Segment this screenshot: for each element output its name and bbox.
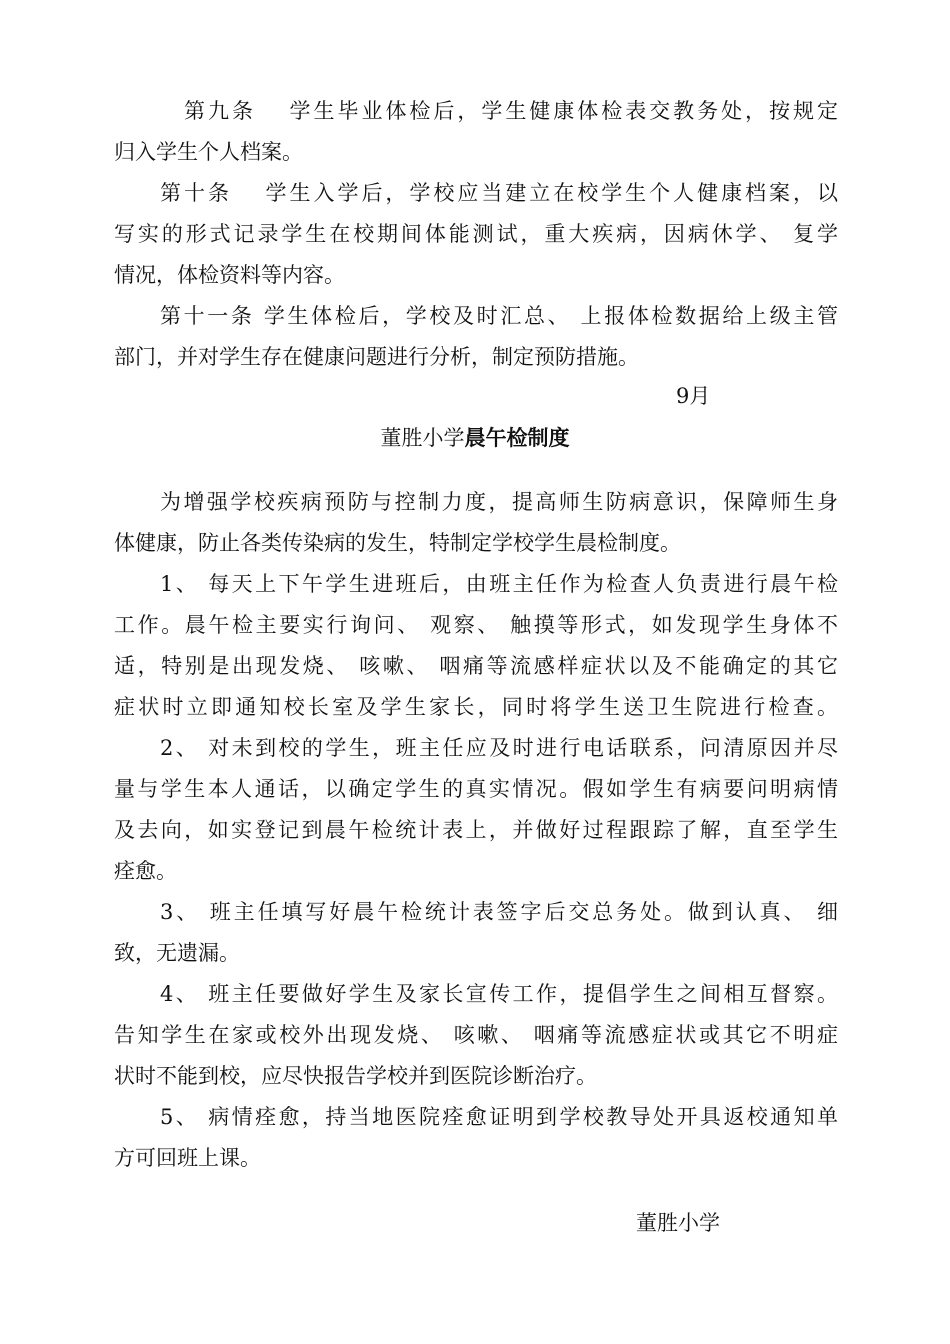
item-5-line-2: 方可回班上课。 [114,1146,261,1170]
title-system-name: 晨午检制度 [464,425,570,450]
signature: 董胜小学 [636,1211,720,1235]
article-10-line-2: 写实的形式记录学生在校期间体能测试，重大疾病，因病休学、 复学 [114,222,838,246]
item-2-line-3: 及去向，如实登记到晨午检统计表上，并做好过程跟踪了解，直至学生 [114,818,838,842]
item-3-line-1: 3、 班主任填写好晨午检统计表签字后交总务处。做到认真、 细 [160,900,838,924]
article-10-line-1: 第十条 学生入学后，学校应当建立在校学生个人健康档案，以 [160,181,838,205]
item-1-line-3: 适，特别是出现发烧、 咳嗽、 咽痛等流感样症状以及不能确定的其它 [114,654,838,678]
title-school-name: 董胜小学 [380,426,465,450]
intro-line-1: 为增强学校疾病预防与控制力度，提高师生防病意识，保障师生身 [160,490,838,514]
item-4-line-1: 4、 班主任要做好学生及家长宣传工作，提倡学生之间相互督察。 [160,982,838,1006]
item-3-line-2: 致，无遗漏。 [114,941,240,965]
article-9-line-2: 归入学生个人档案。 [114,140,303,164]
article-11-line-2: 部门，并对学生存在健康问题进行分析，制定预防措施。 [114,345,639,369]
item-2-line-1: 2、 对未到校的学生，班主任应及时进行电话联系，问清原因并尽 [160,736,838,760]
item-2-line-4: 痊愈。 [114,859,177,883]
article-9-line-1: 第九条 学生毕业体检后，学生健康体检表交教务处，按规定 [184,99,838,123]
item-1-line-1: 1、 每天上下午学生进班后，由班主任作为检查人负责进行晨午检 [160,572,838,596]
item-4-line-3: 状时不能到校，应尽快报告学校并到医院诊断治疗。 [114,1064,597,1088]
document-title [0,417,950,459]
article-11-line-1: 第十一条 学生体检后，学校及时汇总、 上报体检数据给上级主管 [160,304,838,328]
article-10-line-3: 情况，体检资料等内容。 [114,263,345,287]
item-5-line-1: 5、 病情痊愈，持当地医院痊愈证明到学校教导处开具返校通知单 [160,1105,838,1129]
item-1-line-4: 症状时立即通知校长室及学生家长，同时将学生送卫生院进行检查。 [114,695,838,719]
item-4-line-2: 告知学生在家或校外出现发烧、 咳嗽、 咽痛等流感症状或其它不明症 [114,1023,838,1047]
item-1-line-2: 工作。晨午检主要实行询问、 观察、 触摸等形式，如发现学生身体不 [114,613,838,637]
intro-line-2: 体健康，防止各类传染病的发生，特制定学校学生晨检制度。 [114,531,681,555]
item-2-line-2: 量与学生本人通话，以确定学生的真实情况。假如学生有病要问明病情 [114,777,838,801]
date-text: 9月 [676,384,711,408]
